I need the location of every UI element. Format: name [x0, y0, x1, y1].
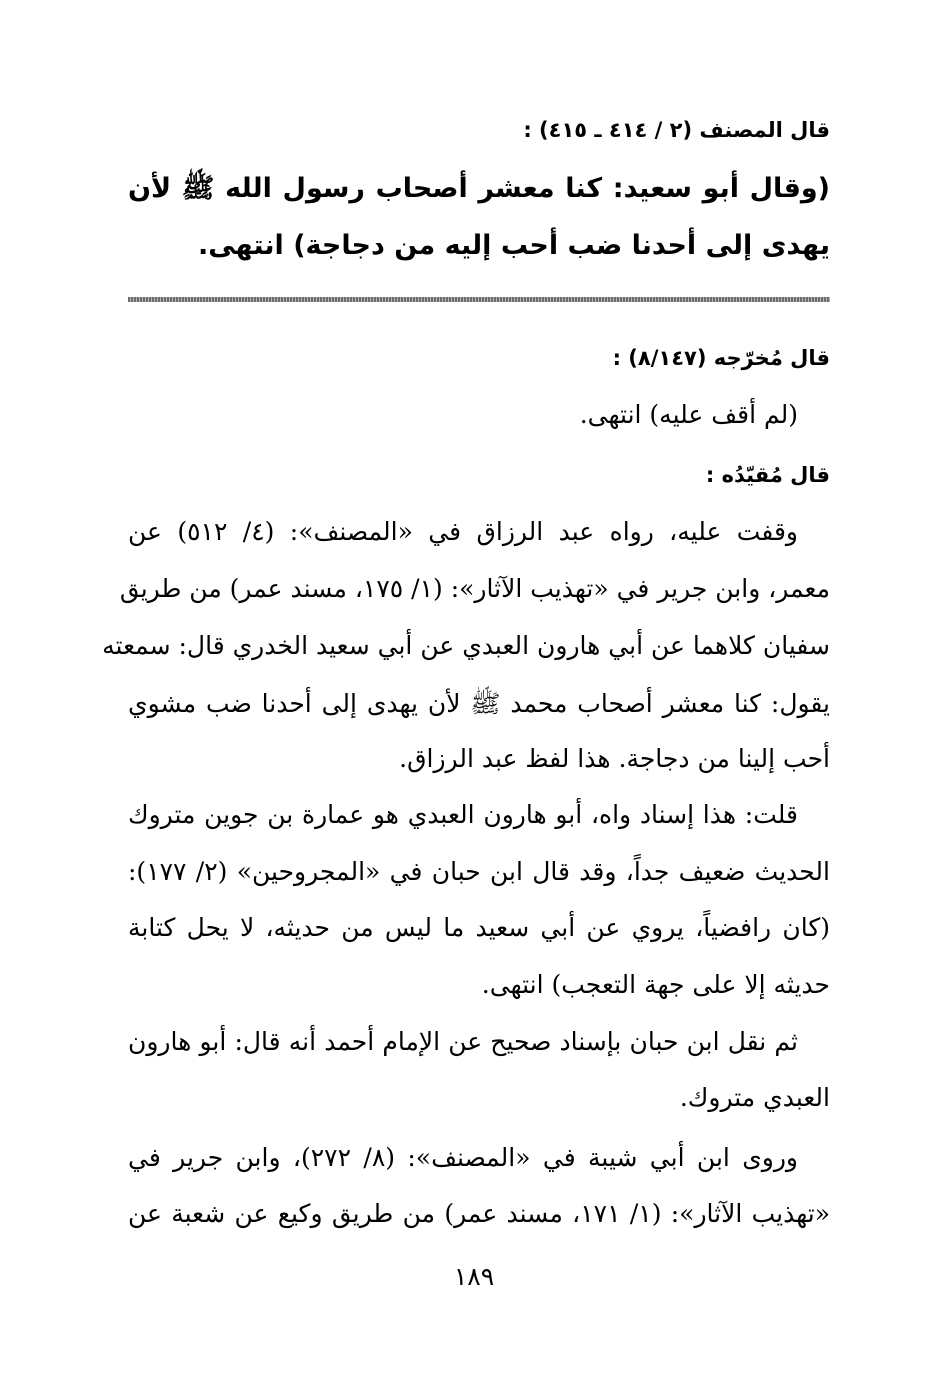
paragraph-line: أحب إلينا من دجاجة. هذا لفظ عبد الرزاق. — [399, 744, 830, 773]
paragraph-line: قلت: هذا إسناد واه، أبو هارون العبدي هو عمارة بن جوين متروك — [128, 800, 798, 829]
paragraph-line: وروى ابن أبي شيبة في «المصنف»: (٨/ ٢٧٢)، وابن جرير في — [128, 1143, 798, 1172]
paragraph-line: العبدي متروك. — [679, 1083, 830, 1112]
paragraph-line: يقول: كنا معشر أصحاب محمد ﷺ لأن يهدى إلى أحدنا ضب مشوي — [128, 689, 830, 718]
paragraph-line: حديثه إلا على جهة التعجب) انتهى. — [481, 970, 830, 999]
section-heading-takhrij: قال مُخرّجه (٨/١٤٧) : — [612, 346, 830, 370]
section-heading-muqayyid: قال مُقيّدُه : — [705, 463, 830, 487]
paragraph-line: معمر، وابن جرير في «تهذيب الآثار»: (١/ ١٧٥، مسند عمر) من طريق — [119, 574, 830, 603]
section-heading-author: قال المصنف (٢ / ٤١٤ ـ ٤١٥) : — [523, 118, 830, 142]
page-number: ١٨٩ — [453, 1262, 495, 1291]
section-divider — [128, 297, 830, 302]
quote-line: يهدى إلى أحدنا ضب أحب إليه من دجاجة) انتهى. — [197, 230, 830, 261]
paragraph-line: ثم نقل ابن حبان بإسناد صحيح عن الإمام أحمد أنه قال: أبو هارون — [128, 1027, 798, 1056]
paragraph-line: وقفت عليه، رواه عبد الرزاق في «المصنف»: (٤/ ٥١٢) عن — [128, 517, 798, 546]
paragraph-line: «تهذيب الآثار»: (١/ ١٧١، مسند عمر) من طريق وكيع عن شعبة عن — [128, 1199, 830, 1228]
takhrij-text: (لم أقف عليه) انتهى. — [579, 400, 798, 429]
paragraph-line: (كان رافضياً، يروي عن أبي سعيد ما ليس من حديثه، لا يحل كتابة — [128, 913, 830, 942]
quote-line: (وقال أبو سعيد: كنا معشر أصحاب رسول الله ﷺ لأن — [128, 173, 830, 204]
paragraph-line: سفيان كلاهما عن أبي هارون العبدي عن أبي سعيد الخدري قال: سمعته — [102, 631, 830, 660]
paragraph-line: الحديث ضعيف جداً، وقد قال ابن حبان في «المجروحين» (٢/ ١٧٧): — [128, 857, 830, 886]
